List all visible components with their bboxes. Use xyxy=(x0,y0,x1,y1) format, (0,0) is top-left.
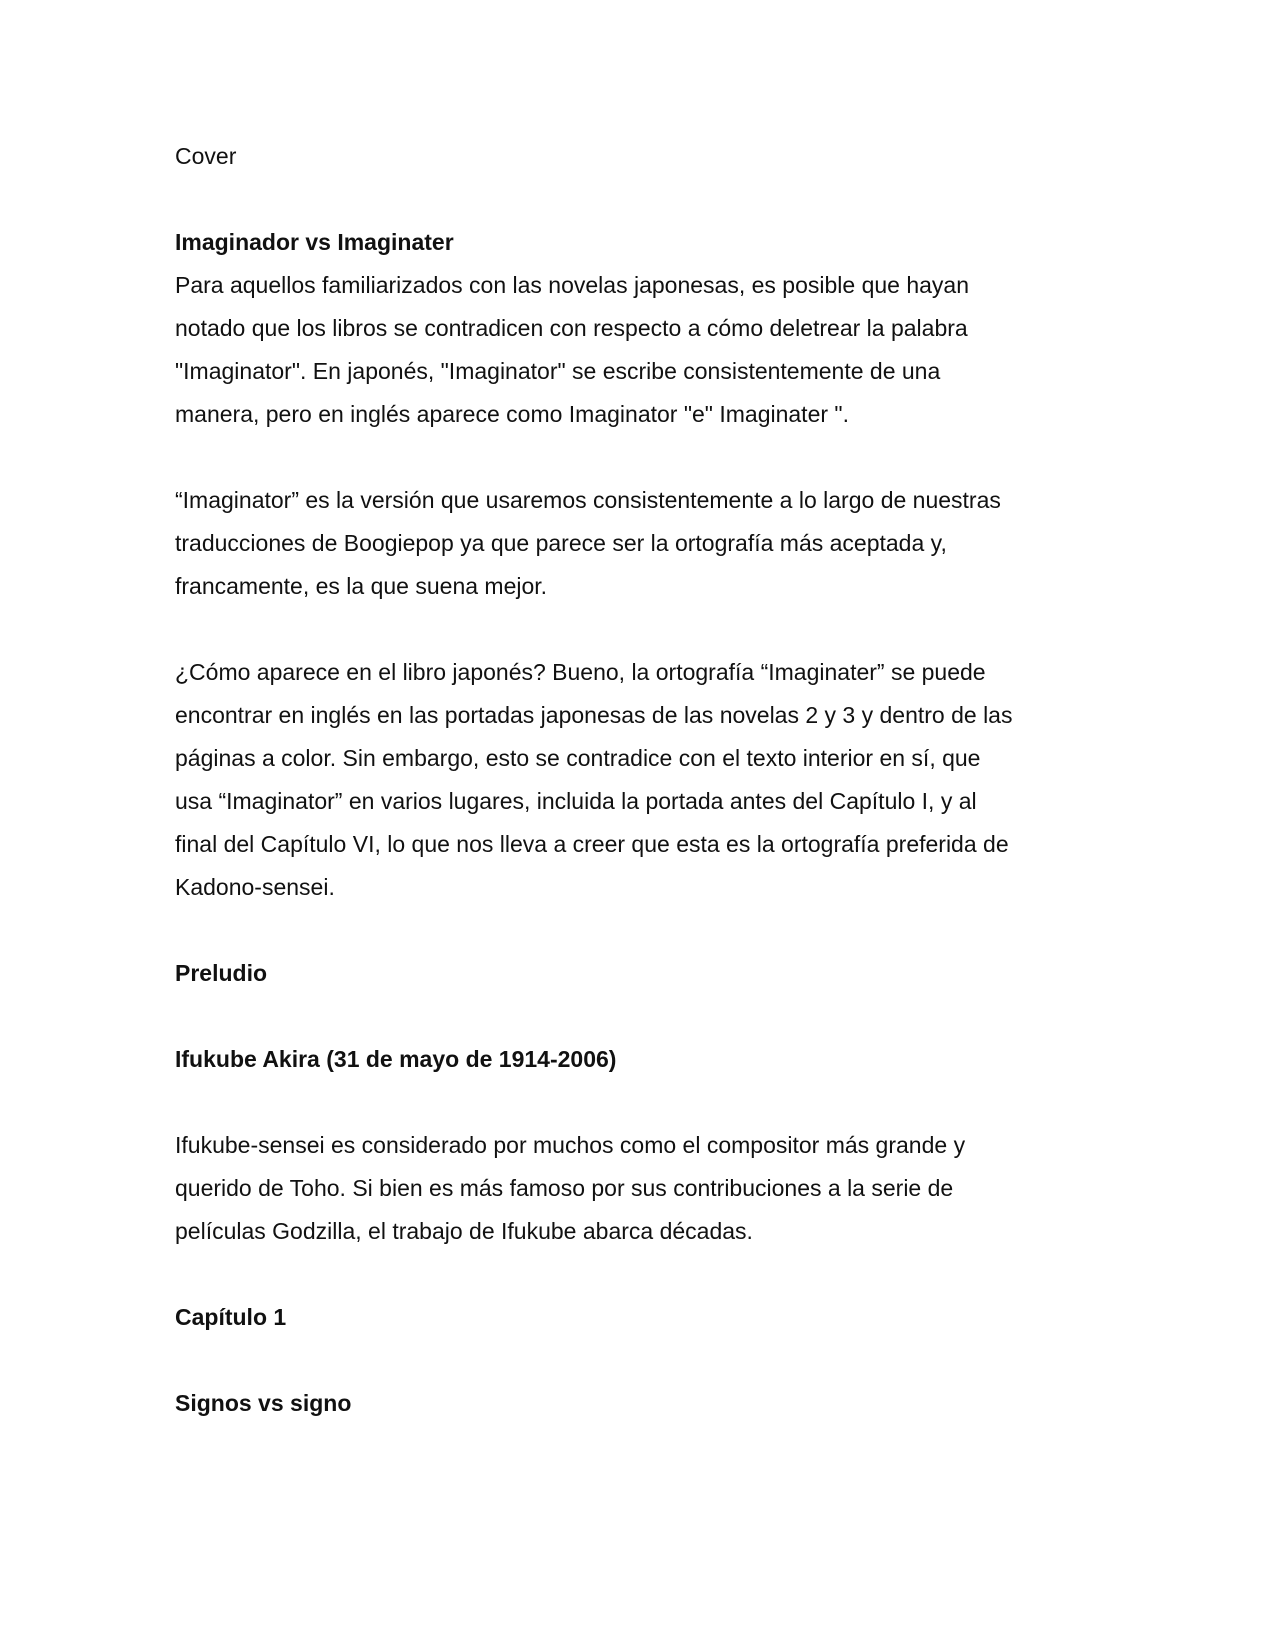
document-page xyxy=(175,135,1095,1425)
text-line: “Imaginator” es la versión que usaremos consistentemente a lo largo de nuestras xyxy=(175,487,1001,513)
paragraph-ifukube xyxy=(175,1124,1095,1253)
text-line: querido de Toho. Si bien es más famoso por sus contribuciones a la serie de xyxy=(175,1175,954,1201)
cover-label: Cover xyxy=(175,143,237,169)
spacer xyxy=(175,1081,1095,1124)
text-line: Para aquellos familiarizados con las novelas japonesas, es posible que hayan xyxy=(175,272,969,298)
heading-imaginator: Imaginador vs Imaginater xyxy=(175,229,454,255)
text-line: "Imaginator". En japonés, "Imaginator" se escribe consistentemente de una xyxy=(175,358,941,384)
spacer xyxy=(175,995,1095,1038)
spacer xyxy=(175,608,1095,651)
text-line: páginas a color. Sin embargo, esto se contradice con el texto interior en sí, que xyxy=(175,745,981,771)
text-line: manera, pero en inglés aparece como Imaginator "e" Imaginater ". xyxy=(175,401,849,427)
heading-ifukube: Ifukube Akira (31 de mayo de 1914-2006) xyxy=(175,1046,617,1072)
heading-capitulo-1: Capítulo 1 xyxy=(175,1304,287,1330)
paragraph-imaginator-1 xyxy=(175,264,1095,436)
spacer xyxy=(175,178,1095,221)
spacer xyxy=(175,436,1095,479)
text-line: encontrar en inglés en las portadas japonesas de las novelas 2 y 3 y dentro de las xyxy=(175,702,1013,728)
text-line: ¿Cómo aparece en el libro japonés? Bueno, la ortografía “Imaginater” se puede xyxy=(175,659,986,685)
paragraph-imaginator-2 xyxy=(175,479,1095,608)
text-line: usa “Imaginator” en varios lugares, incluida la portada antes del Capítulo I, y al xyxy=(175,788,977,814)
heading-preludio: Preludio xyxy=(175,960,268,986)
text-line: Kadono-sensei. xyxy=(175,874,335,900)
text-line: francamente, es la que suena mejor. xyxy=(175,573,548,599)
spacer xyxy=(175,909,1095,952)
text-line: Ifukube-sensei es considerado por muchos como el compositor más grande y xyxy=(175,1132,966,1158)
text-line: traducciones de Boogiepop ya que parece ser la ortografía más aceptada y, xyxy=(175,530,947,556)
text-line: notado que los libros se contradicen con respecto a cómo deletrear la palabra xyxy=(175,315,968,341)
paragraph-imaginator-3 xyxy=(175,651,1095,909)
text-line: final del Capítulo VI, lo que nos lleva a creer que esta es la ortografía preferida de xyxy=(175,831,1009,857)
spacer xyxy=(175,1339,1095,1382)
spacer xyxy=(175,1253,1095,1296)
text-line: películas Godzilla, el trabajo de Ifukube abarca décadas. xyxy=(175,1218,753,1244)
heading-signos: Signos vs signo xyxy=(175,1390,352,1416)
